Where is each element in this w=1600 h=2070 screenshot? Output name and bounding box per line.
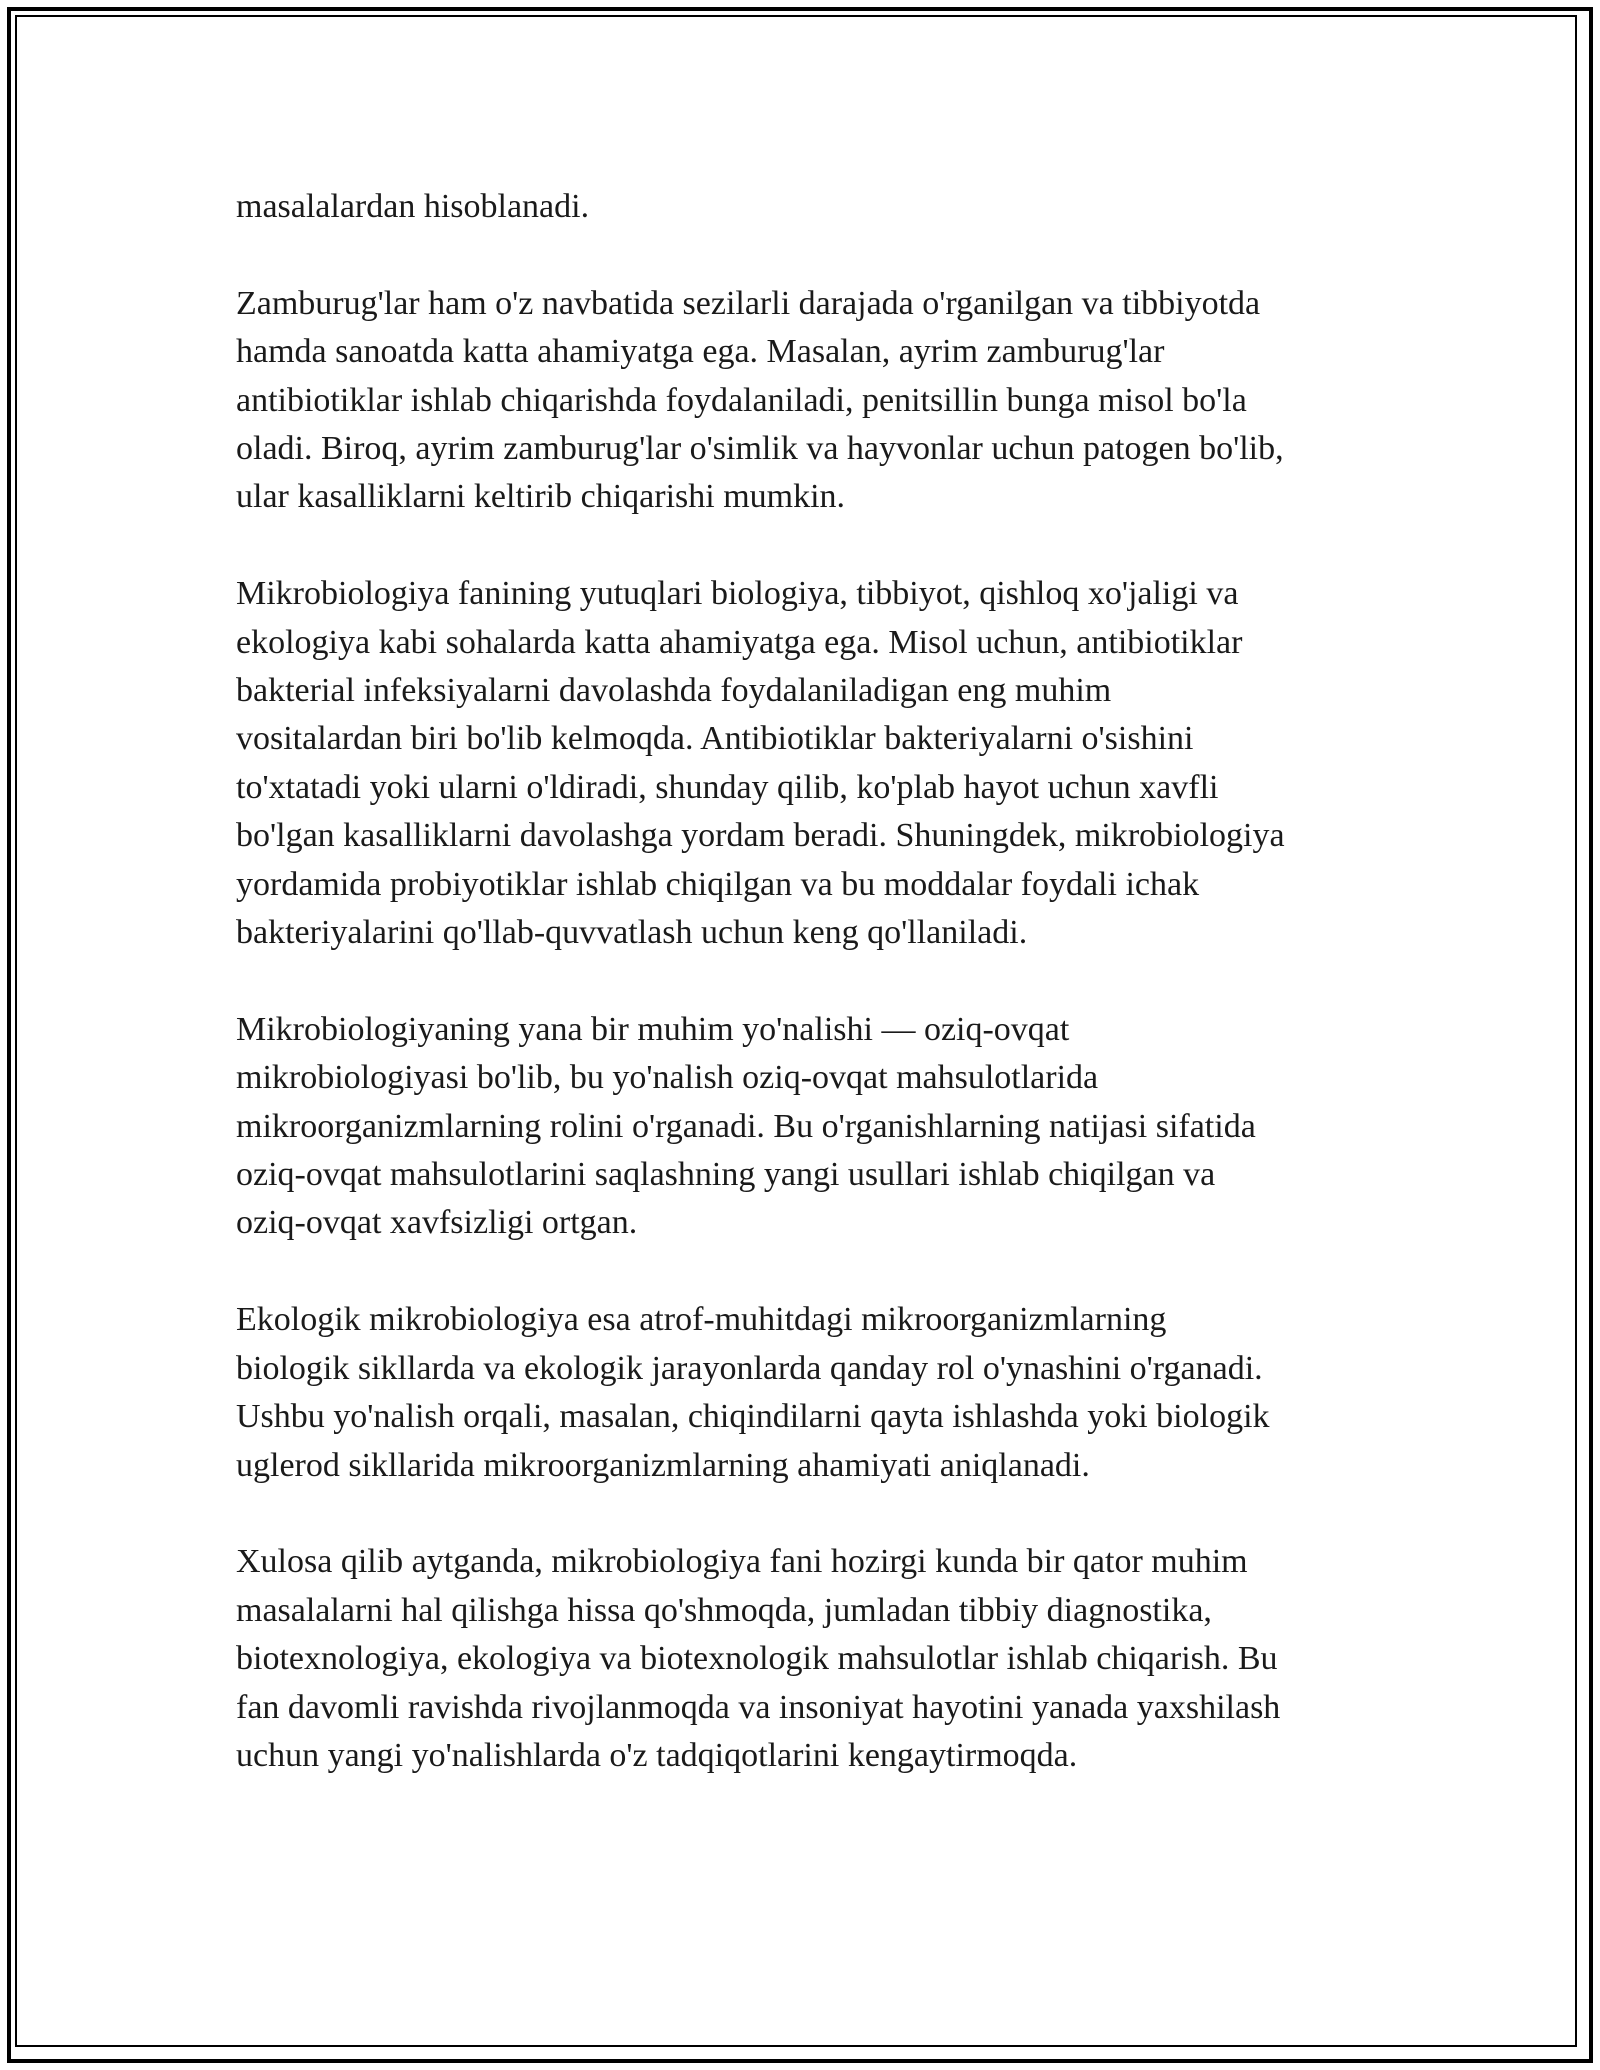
text-line: biologik sikllarda va ekologik jarayonlarda qanday rol o'ynashini o'rganadi.: [236, 1349, 1263, 1387]
text-line: Ekologik mikrobiologiya esa atrof-muhitdagi mikroorganizmlarning: [236, 1301, 1167, 1339]
text-line: to'xtatadi yoki ularni o'ldiradi, shunday qilib, ko'plab hayot uchun xavfli: [236, 768, 1219, 806]
text-line: bakteriyalarini qo'llab-quvvatlash uchun keng qo'llaniladi.: [236, 914, 1028, 952]
text-line: Xulosa qilib aytganda, mikrobiologiya fani hozirgi kunda bir qator muhim: [236, 1543, 1248, 1581]
text-line: fan davomli ravishda rivojlanmoqda va insoniyat hayotini yanada yaxshilash: [236, 1688, 1281, 1726]
document-body: [236, 183, 1376, 1829]
paragraph: [236, 1296, 1376, 1490]
text-line: hamda sanoatda katta ahamiyatga ega. Masalan, ayrim zamburug'lar: [236, 333, 1165, 371]
text-line: biotexnologiya, ekologiya va biotexnologik mahsulotlar ishlab chiqarish. Bu: [236, 1640, 1278, 1678]
text-line: ular kasalliklarni keltirib chiqarishi mumkin.: [236, 478, 846, 516]
paragraph: [236, 570, 1376, 957]
paragraph: [236, 1538, 1376, 1780]
text-line: vositalardan biri bo'lib kelmoqda. Antibiotiklar bakteriyalarni o'sishini: [236, 720, 1194, 758]
text-line: antibiotiklar ishlab chiqarishda foydalaniladi, penitsillin bunga misol bo'la: [236, 381, 1247, 419]
text-line: bo'lgan kasalliklarni davolashga yordam beradi. Shuningdek, mikrobiologiya: [236, 817, 1285, 855]
text-line: bakterial infeksiyalarni davolashda foydalaniladigan eng muhim: [236, 672, 1112, 710]
text-line: masalalardan hisoblanadi.: [236, 188, 590, 225]
text-line: uglerod sikllarida mikroorganizmlarning ahamiyati aniqlanadi.: [236, 1446, 1090, 1484]
text-line: mikrobiologiyasi bo'lib, bu yo'nalish oziq-ovqat mahsulotlarida: [236, 1059, 1099, 1097]
text-line: Zamburug'lar ham o'z navbatida sezilarli darajada o'rganilgan va tibbiyotda: [236, 284, 1261, 322]
text-line: ekologiya kabi sohalarda katta ahamiyatga ega. Misol uchun, antibiotiklar: [236, 623, 1243, 661]
text-line: Ushbu yo'nalish orqali, masalan, chiqindilarni qayta ishlashda yoki biologik: [236, 1398, 1270, 1436]
text-line: Mikrobiologiya fanining yutuqlari biologiya, tibbiyot, qishloq xo'jaligi va: [236, 575, 1239, 613]
text-line: uchun yangi yo'nalishlarda o'z tadqiqotlarini kengaytirmoqda.: [236, 1736, 1078, 1774]
text-line: Mikrobiologiyaning yana bir muhim yo'nalishi — oziq-ovqat: [236, 1010, 1070, 1048]
text-line: yordamida probiyotiklar ishlab chiqilgan va bu moddalar foydali ichak: [236, 865, 1200, 903]
text-line: oziq-ovqat mahsulotlarini saqlashning yangi usullari ishlab chiqilgan va: [236, 1156, 1216, 1194]
text-line: oziq-ovqat xavfsizligi ortgan.: [236, 1204, 638, 1242]
paragraph: [236, 183, 1376, 231]
text-line: mikroorganizmlarning rolini o'rganadi. Bu o'rganishlarning natijasi sifatida: [236, 1107, 1256, 1145]
text-line: masalalarni hal qilishga hissa qo'shmoqda, jumladan tibbiy diagnostika,: [236, 1591, 1212, 1629]
paragraph: [236, 280, 1376, 522]
paragraph: [236, 1006, 1376, 1248]
text-line: oladi. Biroq, ayrim zamburug'lar o'simlik va hayvonlar uchun patogen bo'lib,: [236, 430, 1284, 468]
